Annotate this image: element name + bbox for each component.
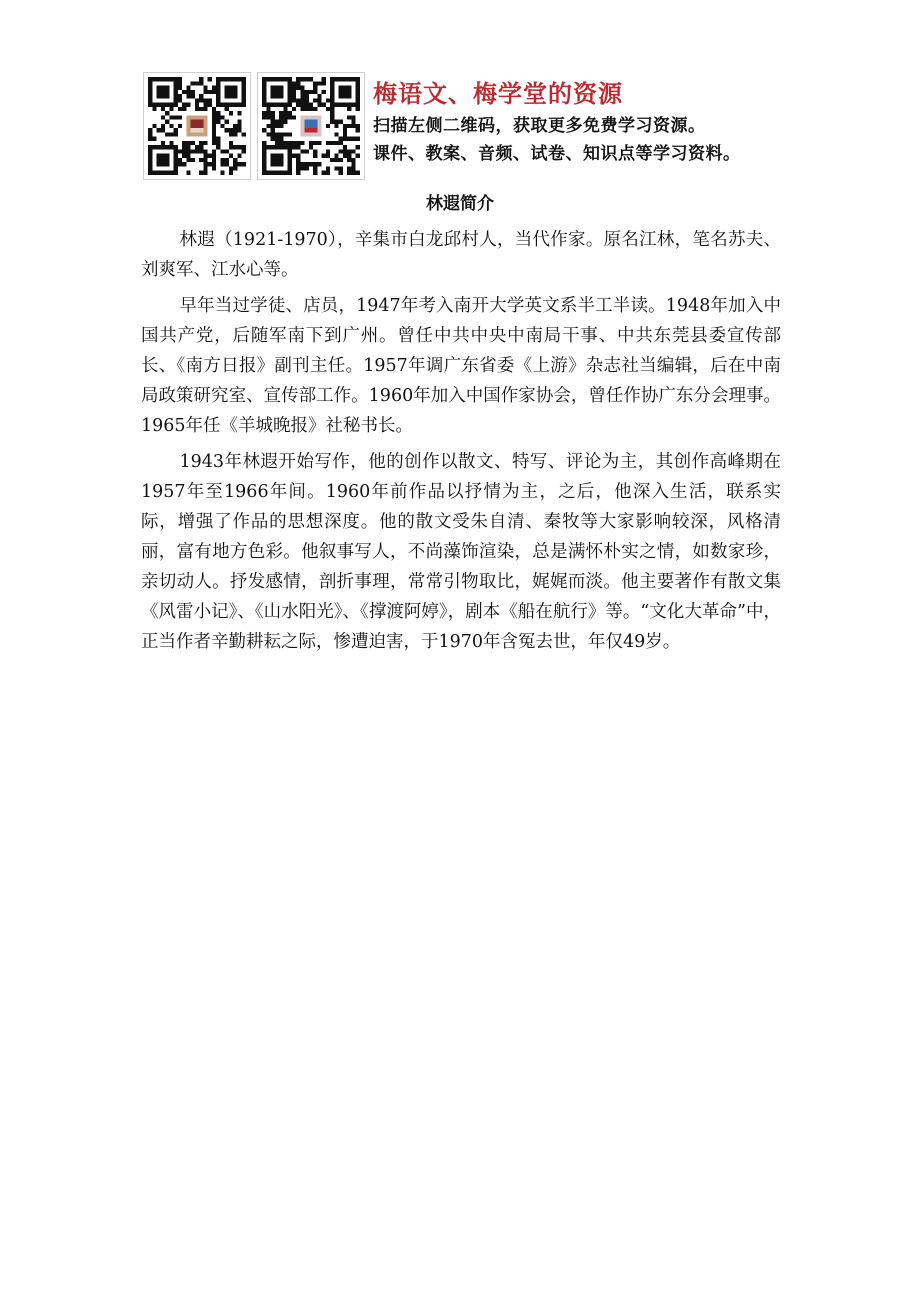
paragraph-writing: 1943年林遐开始写作，他的创作以散文、特写、评论为主，其创作高峰期在1957年至1966年间。1960年前作品以抒情为主，之后，他深入生活，联系实际，增强了作品的思想深度。他的散文受朱自清、秦牧等大家影响较深，风格清丽，富有地方色彩。他叙事写人，不尚藻饰渲染，总是满怀朴实之情，如数家珍，亲切动人。抒发感情，剖折事理，常常引物取比，娓娓而淡。他主要著作有散文集《风雷小记》、《山水阳光》、《撑渡阿婷》，剧本《船在航行》等。“文化大革命”中，正当作者辛勤耕耘之际，惨遭迫害，于1970年含冤去世，年仅49岁。 — [141, 452, 781, 652]
banner-subtitle-line-2: 课件、教案、音频、试卷、知识点等学习资料。 — [373, 144, 741, 164]
qr-code-icon[interactable] — [257, 72, 365, 180]
qr-code-icon[interactable] — [143, 72, 251, 180]
article-body — [141, 225, 781, 663]
paragraph-intro: 林遐（1921-1970），辛集市白龙邱村人，当代作家。原名江林，笔名苏夫、刘爽军、江水心等。 — [141, 230, 781, 280]
banner-text — [373, 76, 793, 168]
banner-subtitle-line-1: 扫描左侧二维码，获取更多免费学习资源。 — [373, 116, 706, 136]
banner-title: 梅语文、梅学堂的资源 — [373, 80, 623, 108]
page-title: 林遐简介 — [426, 194, 494, 214]
paragraph-career: 早年当过学徒、店员，1947年考入南开大学英文系半工半读。1948年加入中国共产党，后随军南下到广州。曾任中共中央中南局干事、中共东莞县委宣传部长、《南方日报》副刊主任。1957年调广东省委《上游》杂志社当编辑，后在中南局政策研究室、宣传部工作。1960年加入中国作家协会，曾任作协广东分会理事。1965年任《羊城晚报》社秘书长。 — [141, 296, 781, 436]
header-banner — [143, 72, 783, 184]
